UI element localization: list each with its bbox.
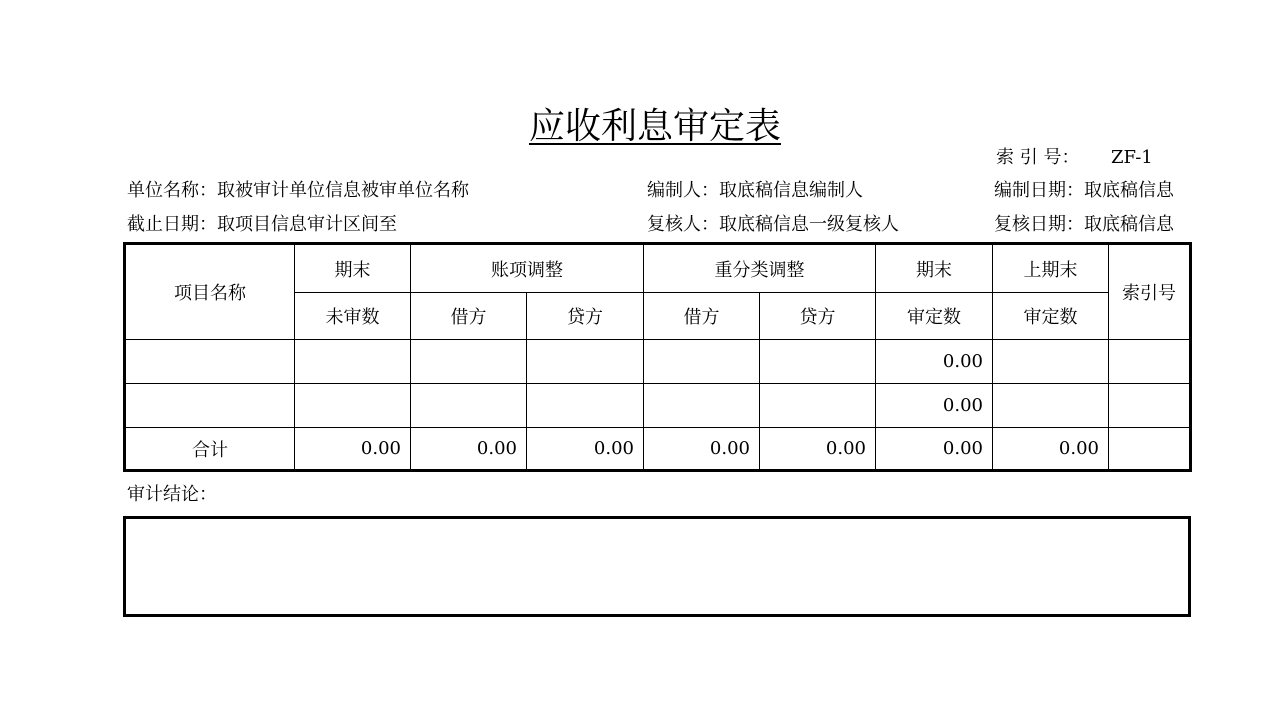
cell-item-name[interactable] [125, 384, 295, 428]
cell-adj-debit[interactable] [411, 384, 527, 428]
table-row [125, 340, 1191, 384]
header-item-name: 项目名称 [125, 244, 295, 340]
total-reclass-credit: 0.00 [760, 428, 876, 471]
total-index [1109, 428, 1191, 471]
total-label: 合计 [125, 428, 295, 471]
audit-table [123, 242, 1192, 472]
cell-item-name[interactable] [125, 340, 295, 384]
total-unaudited: 0.00 [295, 428, 411, 471]
index-number-value: ZF-1 [1111, 147, 1153, 168]
cell-audited[interactable]: 0.00 [876, 384, 993, 428]
header-period-end: 期末 [295, 244, 411, 293]
header-audited-amount: 审定数 [876, 293, 993, 340]
cell-prior[interactable] [993, 340, 1109, 384]
header-prior-period-end: 上期末 [993, 244, 1109, 293]
total-audited: 0.00 [876, 428, 993, 471]
header-unaudited: 未审数 [295, 293, 411, 340]
review-date: 复核日期：取底稿信息 [994, 214, 1174, 235]
cell-adj-debit[interactable] [411, 340, 527, 384]
cell-unaudited[interactable] [295, 384, 411, 428]
reviewer: 复核人：取底稿信息一级复核人 [647, 214, 899, 235]
header-reclass-credit: 贷方 [760, 293, 876, 340]
unit-name: 单位名称：取被审计单位信息被审单位名称 [127, 180, 469, 201]
index-number-label: 索 引 号： [996, 147, 1080, 168]
header-prior-audited-amount: 审定数 [993, 293, 1109, 340]
cutoff-date: 截止日期：取项目信息审计区间至 [127, 214, 397, 235]
prepare-date: 编制日期：取底稿信息 [994, 180, 1174, 201]
audit-conclusion-box[interactable] [123, 516, 1191, 617]
table-row [125, 384, 1191, 428]
cell-reclass-debit[interactable] [644, 384, 760, 428]
total-reclass-debit: 0.00 [644, 428, 760, 471]
preparer: 编制人：取底稿信息编制人 [647, 180, 863, 201]
page-title: 应收利息审定表 [528, 106, 781, 147]
cell-adj-credit[interactable] [527, 340, 644, 384]
header-reclass-debit: 借方 [644, 293, 760, 340]
header-index-number: 索引号 [1109, 244, 1191, 340]
total-adj-credit: 0.00 [527, 428, 644, 471]
total-row [125, 428, 1191, 471]
audit-conclusion-label: 审计结论： [127, 484, 217, 505]
cell-prior[interactable] [993, 384, 1109, 428]
header-reclassification-adjustment: 重分类调整 [644, 244, 876, 293]
cell-index[interactable] [1109, 340, 1191, 384]
cell-reclass-credit[interactable] [760, 340, 876, 384]
header-adj-credit: 贷方 [527, 293, 644, 340]
cell-audited[interactable]: 0.00 [876, 340, 993, 384]
cell-adj-credit[interactable] [527, 384, 644, 428]
total-adj-debit: 0.00 [411, 428, 527, 471]
cell-reclass-debit[interactable] [644, 340, 760, 384]
total-prior: 0.00 [993, 428, 1109, 471]
cell-reclass-credit[interactable] [760, 384, 876, 428]
header-audited-period-end: 期末 [876, 244, 993, 293]
cell-index[interactable] [1109, 384, 1191, 428]
header-adj-debit: 借方 [411, 293, 527, 340]
header-account-adjustment: 账项调整 [411, 244, 644, 293]
cell-unaudited[interactable] [295, 340, 411, 384]
